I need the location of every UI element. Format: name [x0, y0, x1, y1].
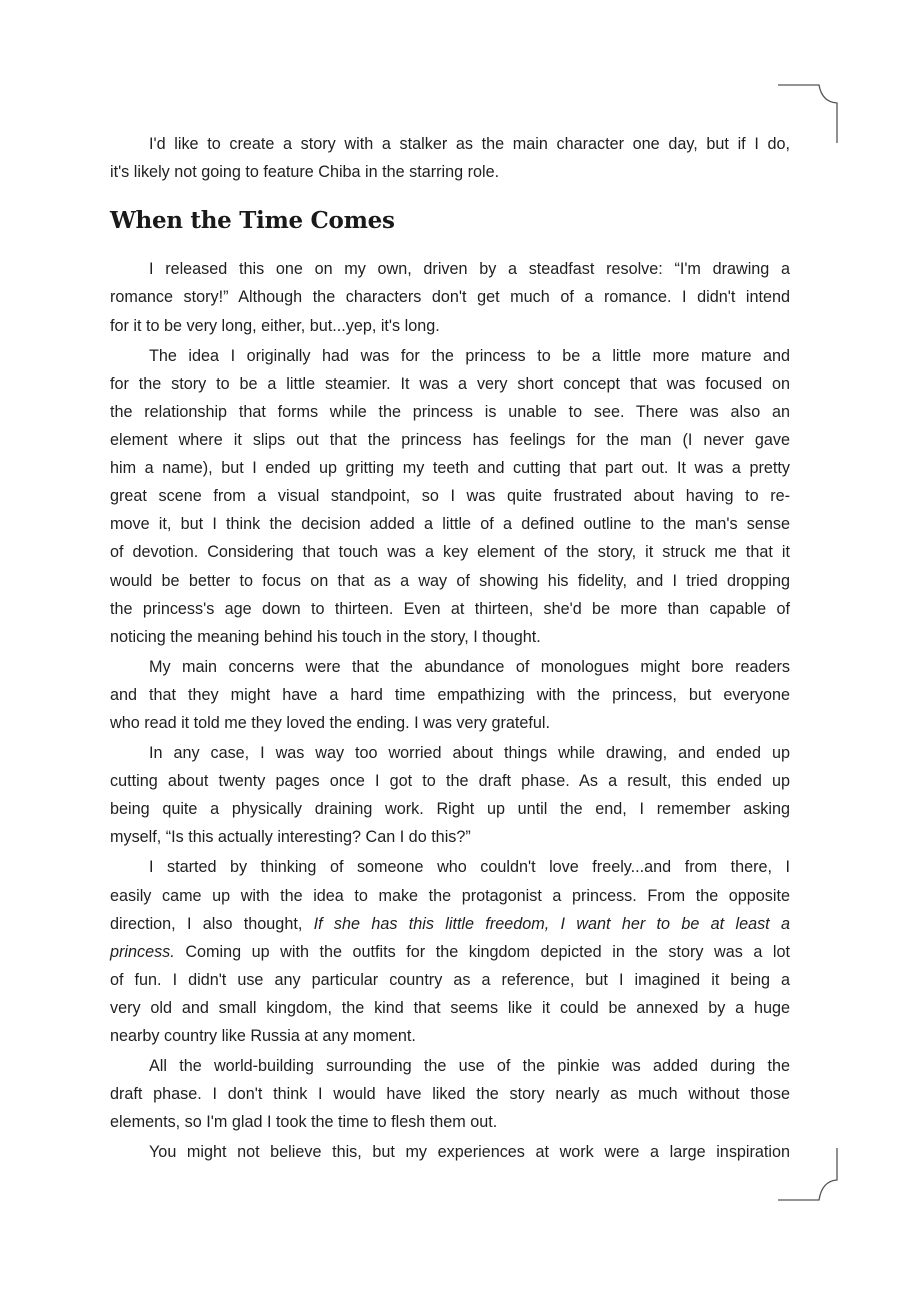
- text-line: cutting about twenty pages once I got to the draft phase. As a result, this ended up: [110, 772, 790, 791]
- text-line: romance story!” Although the characters don't get much of a romance. I didn't intend: [110, 288, 790, 307]
- text-line: noticing the meaning behind his touch in the story, I thought.: [110, 627, 541, 646]
- text-line: and that they might have a hard time empathizing with the princess, but everyone: [110, 685, 790, 704]
- text-line: easily came up with the idea to make the protagonist a princess. From the opposite: [110, 886, 790, 905]
- text-line: I'd like to create a story with a stalker as the main character one day, but if I do,: [149, 135, 790, 153]
- text-line: the princess's age down to thirteen. Even at thirteen, she'd be more than capable of: [110, 599, 790, 618]
- text-line: of devotion. Considering that touch was a key element of the story, it struck me that it: [110, 543, 790, 562]
- text-line: In any case, I was way too worried about things while drawing, and ended up: [149, 744, 790, 763]
- paragraph: [110, 1052, 790, 1136]
- text-line: for the story to be a little steamier. It was a very short concept that was focused on: [110, 374, 790, 393]
- text-line: him a name), but I ended up gritting my teeth and cutting that part out. It was a pretty: [110, 459, 790, 478]
- text-line: All the world-building surrounding the use of the pinkie was added during the: [149, 1057, 790, 1076]
- text-line: would be better to focus on that as a way of showing his fidelity, and I tried dropping: [110, 571, 790, 590]
- section-body: [110, 255, 790, 1166]
- section-heading: When the Time Comes: [110, 207, 395, 235]
- paragraph: [110, 130, 790, 186]
- paragraph: [110, 739, 790, 852]
- text-line: [110, 938, 790, 966]
- text-line: move it, but I think the decision added a little of a defined outline to the man's sense: [110, 515, 790, 534]
- paragraph: [110, 342, 790, 652]
- text-line: I released this one on my own, driven by a steadfast resolve: “I'm drawing a: [149, 260, 790, 279]
- text-line: myself, “Is this actually interesting? Can I do this?”: [110, 828, 471, 847]
- italic-text: If she has this little freedom, I want her to be at least a: [313, 914, 790, 933]
- text-segment: Coming up with the outfits for the kingdom depicted in the story was a lot: [174, 942, 790, 961]
- intro-section: [110, 130, 790, 186]
- text-line: who read it told me they loved the ending. I was very grateful.: [110, 714, 551, 733]
- text-line: very old and small kingdom, the kind that seems like it could be annexed by a huge: [110, 999, 790, 1018]
- text-line: [110, 910, 790, 938]
- text-line: nearby country like Russia at any moment.: [110, 1027, 416, 1046]
- text-line: it's likely not going to feature Chiba in the starring role.: [110, 163, 500, 182]
- text-line: great scene from a visual standpoint, so I was quite frustrated about having to re-: [110, 487, 790, 506]
- text-line: The idea I originally had was for the princess to be a little more mature and: [149, 346, 790, 365]
- paragraph: [110, 255, 790, 339]
- text-line: being quite a physically draining work. Right up until the end, I remember asking: [110, 800, 790, 819]
- text-line: of fun. I didn't use any particular country as a reference, but I imagined it being a: [110, 970, 790, 989]
- text-line: elements, so I'm glad I took the time to flesh them out.: [110, 1113, 498, 1132]
- italic-text: princess.: [110, 942, 175, 961]
- paragraph: [110, 1138, 790, 1166]
- text-line: draft phase. I don't think I would have liked the story nearly as much without those: [110, 1085, 790, 1104]
- text-line: You might not believe this, but my experiences at work were a large inspiration: [149, 1143, 790, 1162]
- paragraph: [110, 653, 790, 737]
- text-segment: direction, I also thought,: [110, 914, 314, 933]
- paragraph: [110, 853, 790, 1050]
- text-line: element where it slips out that the princess has feelings for the man (I never gave: [110, 430, 790, 449]
- text-line: the relationship that forms while the princess is unable to see. There was also an: [110, 402, 790, 421]
- text-line: for it to be very long, either, but...yep, it's long.: [110, 316, 440, 335]
- text-line: My main concerns were that the abundance of monologues might bore readers: [149, 657, 790, 676]
- text-line: I started by thinking of someone who couldn't love freely...and from there, I: [149, 858, 790, 877]
- document-body: [110, 130, 790, 1168]
